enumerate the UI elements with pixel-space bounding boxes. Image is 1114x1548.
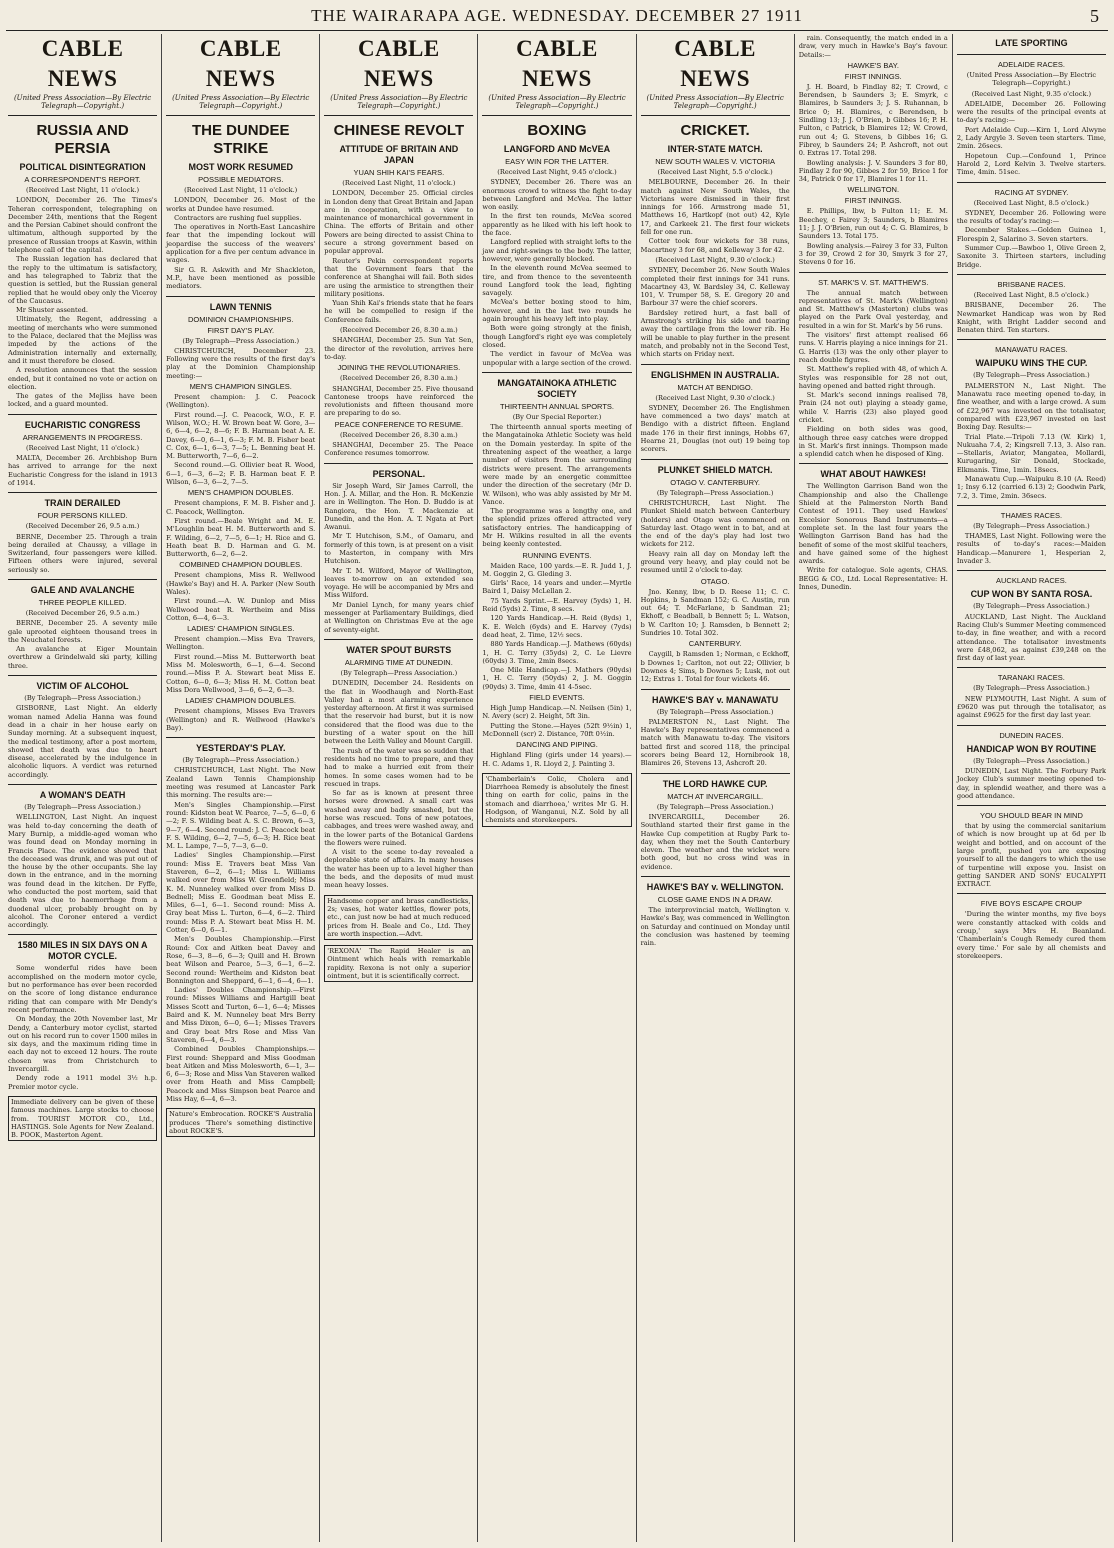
news-column-2 — [161, 34, 319, 1542]
article-paragraph: rain. Consequently, the match ended in a draw, very much in Hawke's Bay's favour. Details:— — [798, 34, 948, 59]
article-paragraph: Present champions, Miss R. Wellwood (Hawke's Bay) and H. A. Parker (New South Wales). — [166, 571, 316, 596]
article-paragraph: An avalanche at Eiger Mountain overthrew a Grindelwald ski party, killing three. — [8, 645, 158, 670]
received-line: (Received December 26, 9.5 a.m.) — [25, 608, 140, 617]
column-rule — [8, 492, 157, 493]
article-paragraph: First round.—Miss M. Butterworth beat Miss M. Molesworth, 6—1, 6—4. Second round.—Miss P. A. Stewart beat Miss E. Cotton, 6—0, 6—3; Miss H. M. Cotton beat Miss Dora Wellwood, 3—6, 6—2, 6—3. — [166, 652, 316, 694]
article-paragraph: The interprovincial match, Wellington v. Hawke's Bay, was commenced in Wellington on Saturday and continued on Monday until the conclusion was hastened by teeming rain. — [640, 906, 790, 948]
article-paragraph: The verdict in favour of McVea was unpopular with a large section of the crowd. — [482, 350, 632, 367]
article-subhead: DOMINION CHAMPIONSHIPS. — [187, 314, 294, 324]
article-subheadline: MOST WORK RESUMED — [188, 162, 293, 172]
article-paragraph: PALMERSTON N., Last Night. The Hawke's Bay representatives commenced a match with Manawatu to-day. The visitors batted first and scored 118, the principal scorers being Beard 12, Hornibrook 18, Blamires 26, Stevens 13, Ashcroft 20. — [640, 717, 790, 768]
article-headline: BOXING — [527, 122, 587, 139]
column-rule — [957, 570, 1106, 571]
article-subheadline: ATTITUDE OF BRITAIN AND JAPAN — [339, 144, 459, 165]
article-paragraph: First round.—J. C. Peacock, W.O., F. F. Wilson, W.O.; H. W. Brown beat W. Gore, 3—6, 6—4, 6—2, 8—6; F. B. Harman beat A. E. Davey, 6—0, 6—1, 6—3; F. M. B. Fisher beat C. Cox, 6—1, 6—3, 7—5; L. Benning beat H. M. Butterworth, 7—6, 6—2. — [166, 410, 316, 461]
received-line: (By Telegraph—Press Association.) — [973, 602, 1090, 611]
column-rule — [8, 579, 157, 580]
article-subhead: RACING AT SYDNEY. — [994, 187, 1069, 197]
received-line: (By Telegraph—Press Association.) — [973, 756, 1090, 765]
article-subheadline: TRAIN DERAILED — [44, 498, 121, 509]
article-subhead: TARANAKI RACES. — [997, 673, 1065, 683]
article-paragraph: One Mile Handicap.—J. Mathers (90yds) 1, H. C. Terry (50yds) 2, J. M. Goggin (90yds) 3. Time, 4min 41 4-5sec. — [482, 666, 632, 691]
article-subhead: DUNEDIN RACES. — [999, 730, 1064, 740]
column-header: CABLE NEWS — [674, 36, 756, 91]
article-paragraph: LONDON, December 26. The Times's Teheran correspondent, telegraphing on December 24th, mentions that the Regent and the Persian Cabinet should confront the ultimatum, although supported by the presence of Russian troops at Kasvin, within telephone call of the capital. — [8, 196, 158, 255]
article-subheadline: HANDICAP WON BY ROUTINE — [966, 743, 1097, 754]
received-line: (Received Last Night, 11 o'clock.) — [342, 179, 456, 187]
received-line: (Received Last Night, 8.5 o'clock.) — [973, 290, 1090, 299]
article-paragraph: BERNE, December 25. Through a train being derailed at Chaussy, a village in Switzerland, four passengers were killed. Fifteen others were injured, several seriously so. — [8, 532, 158, 574]
article-subheadline: LANGFORD AND McVEA — [503, 144, 611, 154]
article-paragraph: AUCKLAND, Last Night. The Auckland Racing Club's Summer Meeting commenced to-day, in fine weather, and with a record attendance. The totalisator investments were £48,062, as against £39,248 on the first day of last year. — [956, 612, 1106, 663]
received-line: (Received Last Night, 9.35 o'clock.) — [971, 89, 1092, 98]
article-paragraph: INVERCARGILL, December 26. Southland started their first game in the Hawke Cup competition at Rugby Park to-day, when they met the South Canterbury eleven. The weather and the wicket were both good, but no cross wind was in evidence. — [640, 812, 790, 871]
news-column-3 — [319, 34, 477, 1542]
received-line: (By Telegraph—Press Association.) — [973, 371, 1090, 380]
article-subhead: MANAWATU RACES. — [995, 345, 1068, 355]
article-subhead: FIVE BOYS ESCAPE CROUP — [980, 899, 1083, 909]
article-paragraph: Men's Doubles Championship.—First Round: Cox and Aitken beat Davey and Rose, 6—3, 8—6, 6—3; Quill and H. Brown beat Wilson and Pearce, 5—3, 6—1, 6—2. Second round: Wertheim and Kidston beat Bonnington and Sheppard, 6—1, 6—4, 6—1. — [166, 935, 316, 985]
advertisement: 'Chamberlain's Colic, Cholera and Diarrhoea Remedy is absolutely the finest thing on earth for colic, pains in the stomach and diarrhoea,' writes Mr G. H. Hodgson, of Wanganui, N.Z. Sold by all chemists and storekeepers. — [482, 773, 631, 827]
article-paragraph: Mr T. Hutchison, S.M., of Oamaru, and formerly of this town, is at present on a visit to Masterton, in company with Mrs Hutchison. — [324, 532, 474, 566]
received-line: (By Telegraph—Press Association.) — [656, 488, 774, 497]
news-column-1 — [4, 34, 161, 1542]
article-paragraph: SYDNEY, December 26. There was an enormous crowd to witness the fight to-day between Langford and McVea. The latter won easily. — [482, 178, 632, 212]
received-line: (Received Last Night, 8.5 o'clock.) — [973, 198, 1090, 207]
masthead-title: THE WAIRARAPA AGE. WEDNESDAY. DECEMBER 27 1911 — [311, 6, 803, 25]
article-subhead: FOUR PERSONS KILLED. — [37, 511, 128, 521]
article-subhead: CANTERBURY. — [688, 639, 742, 649]
article-paragraph: So far as is known at present three horses were drowned. A small cart was washed away and badly smashed, but the horse was rescued. Tons of new potatoes, cabbages, and trees were washed away, and in the lower parts of the Botanical Gardens the flowers were ruined. — [324, 789, 474, 847]
article-paragraph: The gates of the Mejliss have been locked, and a guard mounted. — [8, 392, 158, 409]
article-subhead: ST. MARK'S V. ST. MATTHEW'S. — [818, 277, 929, 287]
article-subheadline: LAWN TENNIS — [209, 301, 272, 312]
article-subhead: ARRANGEMENTS IN PROGRESS. — [22, 432, 143, 442]
article-subhead: YUAN SHIH KAI'S FEARS. — [353, 168, 445, 177]
advertisement: 'REXONA' The Rapid Healer is an Ointment which heals with remarkable rapidity. Rexona is not only a superior ointment, but it is scientifically correct. — [324, 945, 473, 982]
article-paragraph: SYDNEY, December 26. The Englishmen have commenced a two days' match at Bendigo with a district fifteen. England made 176 in their first innings, Hobbs 67, Hearne 21, Douglas (not out) 19 being top scorers. — [640, 403, 790, 454]
article-paragraph: Sir Joseph Ward, Sir James Carroll, the Hon. J. A. Millar, and the Hon. R. McKenzie are in Wellington. The Hon. D. Buddo is at Rangiora, the Hon. T. Mackenzie at Dunedin, and the Hon. A. T. Ngata at Port Awanui. — [324, 481, 474, 532]
article-subheadline: MANGATAINOKA ATHLETIC SOCIETY — [497, 377, 617, 399]
article-paragraph: Dendy rode a 1911 model 3½ h.p. Premier motor cycle. — [8, 1074, 158, 1091]
article-paragraph: DUNEDIN, Last Night. The Forbury Park Jockey Club's summer meeting opened to-day, in splendid weather, and there was a good attendance. — [956, 766, 1106, 800]
column-rule — [957, 805, 1106, 806]
article-paragraph: Cotter took four wickets for 38 runs, Macartney 3 for 68, and Kelleway 3 for 42. — [640, 237, 790, 254]
received-line: (United Press Association—By Electric Telegraph—Copyright.) — [966, 71, 1097, 88]
column-rule — [957, 505, 1106, 506]
article-paragraph: LONDON, December 25. Official circles in London deny that Great Britain and Japan are in cooperation, with a view to maintenance of monarchical government in China. The efforts of Britain and other Powers are being directed to assist China to secure a strong government based on popular approval. — [324, 189, 474, 256]
article-paragraph: The operatives in North-East Lancashire fear that the impending lockout will jeopardise the success of the weavers' application for a five per centum advance in wages. — [166, 223, 316, 265]
article-subhead: FIRST INNINGS. — [844, 196, 902, 206]
article-paragraph: that by using the commercial sanitarium of which is now brought up at 6d per lb weight and bottled, and on account of the large profit, pushed you are exposing yourself to all the dangers to which the use of turpentine will expose you. Insist on getting SANDER AND SONS' EUCALYPTI EXTRACT. — [956, 822, 1106, 889]
news-column-7 — [952, 34, 1110, 1542]
article-paragraph: MALTA, December 26. Archbishop Burn has arrived to arrange for the next Eucharistic Congress for the island in 1913 of 1914. — [8, 454, 158, 487]
received-line: (By Telegraph—Press Association.) — [973, 684, 1090, 693]
article-subhead: OTAGO V. CANTERBURY. — [670, 477, 760, 487]
article-paragraph: Contractors are rushing fuel supplies. — [174, 213, 302, 222]
article-paragraph: GISBORNE, Last Night. An elderly woman named Adelia Hanna was found dead in a chair in her house early on Sunday morning. At a subsequent inquest, the medical testimony, after a post mortem, showed that death was due to heart disease, accelerated by the indulgence in alcoholic liquors. A verdict was returned accordingly. — [8, 704, 158, 779]
article-paragraph: 75 Yards Sprint.—E. Harvey (5yds) 1, H. Reid (5yds) 2. Time, 8 secs. — [482, 596, 632, 614]
column-header: CABLE NEWS — [357, 36, 440, 91]
article-subhead: A CORRESPONDENT'S REPORT. — [24, 175, 141, 184]
credit-line: (United Press Association—By Electric Telegraph—Copyright.) — [488, 94, 626, 110]
article-paragraph: Fielding on both sides was good, although three easy catches were dropped in St. Mark's first innings. Thompson made a splendid catch when he disposed of King. — [798, 425, 948, 459]
article-paragraph: Present champion.—Miss Eva Travers, Wellington. — [166, 635, 316, 652]
article-paragraph: A visit to the scene to-day revealed a deplorable state of affairs. In many houses the water has been up to a level higher than the beds, and the deposits of mud must mean heavy losses. — [324, 848, 474, 890]
column-rule — [641, 459, 790, 460]
article-subhead: COMBINED CHAMPION DOUBLES. — [179, 560, 303, 570]
article-paragraph: THAMES, Last Night. Following were the results of to-day's races:—Maiden Handicap.—Manurere 1, Hesperian 2, Invader 3. — [956, 532, 1106, 566]
article-subhead: AUCKLAND RACES. — [995, 576, 1067, 586]
article-paragraph: Hopetoun Cup.—Confound 1, Prince Harold 2, Lord Kelvin 3. Twelve starters. Time, 4min. 51sec. — [956, 151, 1106, 177]
article-paragraph: Ultimately, the Regent, addressing a meeting of merchants who were summoned to the Palace, declared that the Mejliss was impeded by the actions of the Administration internally and externally, and it must therefore be closed. — [8, 315, 158, 365]
article-subheadline: WAIPUKU WINS THE CUP. — [975, 358, 1088, 369]
article-paragraph: NEW PLYMOUTH, Last Night. A sum of £9620 was put through the totalisator, as against £9625 for the first day last year. — [956, 694, 1106, 720]
article-subhead: WELLINGTON. — [847, 185, 900, 195]
article-subheadline: 1580 MILES IN SIX DAYS ON A MOTOR CYCLE. — [17, 940, 148, 962]
article-paragraph: A resolution announces that the session ended, but it contained no vote or action on election. — [8, 366, 158, 391]
column-rule — [166, 296, 315, 297]
article-paragraph: In the first ten rounds, McVea scored apparently as he liked with his left hook to the face. — [482, 212, 632, 238]
article-subhead: MATCH AT INVERCARGILL. — [667, 791, 764, 801]
article-paragraph: CHRISTCHURCH, Last Night. The Plunket Shield match between Canterbury (holders) and Otago was commenced on Saturday last. Otago went in to bat, and at the end of the day's play had lost two wickets for 212. — [640, 498, 790, 549]
article-subhead: DANCING AND PIPING. — [516, 740, 598, 750]
article-paragraph: Port Adelaide Cup.—Kirn 1, Lord Alwyne 2, Lady Argyle 3. Seven teen starters. Time, 2min. 26secs. — [956, 125, 1106, 151]
article-paragraph: Manawatu Cup.—Waipuku 8.10 (A. Reed) 1; Insy 6.12 (carried 6.13) 2; Goodwin Park, 7.2, 3. Time, 2min. 36secs. — [956, 474, 1106, 500]
article-subheadline: PLUNKET SHIELD MATCH. — [657, 464, 773, 475]
article-paragraph: The visitors' first attempt realised 66 runs. V. Harris playing a nice innings for 21. G. Harris (13) was the only other player to reach double figures. — [798, 331, 948, 364]
received-line: (Received December 26, 8.30 a.m.) — [339, 326, 458, 335]
article-paragraph: On Monday, the 20th November last, Mr Dendy, a Canterbury motor cyclist, started out on his record run to cover 1500 miles in six days, and the maximum riding time in each day not to exceed 12 hours. The route chosen was from Christchurch to Invercargill. — [8, 1015, 158, 1074]
article-paragraph: SHANGHAI, December 25. Five thousand Cantonese troops have reinforced the revolutionists and fifteen thousand more are preparing to do so. — [324, 384, 474, 418]
received-line: (By Telegraph—Press Association.) — [340, 668, 458, 677]
column-rule — [8, 414, 157, 415]
column-rule — [166, 737, 315, 738]
article-subhead: ALARMING TIME AT DUNEDIN. — [344, 657, 453, 667]
article-subheadline: YESTERDAY'S PLAY. — [195, 743, 286, 754]
column-rule — [482, 115, 631, 116]
article-subheadline: HAWKE'S BAY v. WELLINGTON. — [646, 882, 784, 892]
article-paragraph: MELBOURNE, December 26. In their match against New South Wales, the Victorians were dismissed in their first innings for 166. Armstrong made 51, Matthews 16, Hartkopf (not out) 42, Kyle 17, and Carkeek 21. The first four wickets fell for one run. — [640, 178, 790, 237]
article-subheadline: CUP WON BY SANTA ROSA. — [970, 589, 1093, 600]
article-paragraph: 120 Yards Handicap.—H. Reid (8yds) 1, K. E. Welch (6yds) and E. Harvey (7yds) dead heat, 2. Time, 12½ secs. — [482, 614, 632, 639]
received-line: (Received December 26, 9.5 a.m.) — [25, 522, 140, 531]
article-subheadline: WATER SPOUT BURSTS — [346, 644, 452, 655]
article-paragraph: The rush of the water was so sudden that residents had no time to prepare, and they had to make a hurried exit from their homes. In some cases women had to be rescued in traps. — [324, 746, 474, 788]
article-subhead: HAWKE'S BAY. — [847, 60, 899, 70]
article-paragraph: ADELAIDE, December 26. Following were the results of the principal events at to-day's racing:— — [956, 99, 1106, 125]
article-paragraph: The thirteenth annual sports meeting of the Mangatainoka Athletic Society was held on the Domain yesterday. In spite of the threatening aspect of the weather, a large number of visitors from the surrounding districts were present. The arrangements were made by an energetic committee under the direction of the secretary (Mr D. W. Wilson), who was ably assisted by Mr M. Vance. — [482, 423, 632, 506]
credit-line: (United Press Association—By Electric Telegraph—Copyright.) — [172, 94, 310, 110]
article-subhead: CLOSE GAME ENDS IN A DRAW. — [657, 895, 773, 904]
article-subheadline: A WOMAN'S DEATH — [39, 790, 126, 801]
column-header: CABLE NEWS — [199, 36, 282, 91]
article-paragraph: Highland Fling (girls under 14 years).—H. C. Adams 1, R. Lloyd 2, J. Painting 3. — [482, 751, 632, 768]
received-line: (By Telegraph—Press Association.) — [182, 756, 300, 765]
article-subheadline: EUCHARISTIC CONGRESS — [24, 419, 141, 430]
credit-line: (United Press Association—By Electric Telegraph—Copyright.) — [13, 94, 152, 110]
column-rule — [957, 893, 1106, 894]
article-subheadline: ENGLISHMEN IN AUSTRALIA. — [651, 369, 780, 380]
article-paragraph: Mr Daniel Lynch, for many years chief messenger at Parliamentary Buildings, died at Wellington on Christmas Eve at the age of seventy-eight. — [324, 600, 474, 634]
received-line: (Received December 26, 8.30 a.m.) — [339, 374, 458, 383]
received-line: (Received Last Night, 9.30 o'clock.) — [655, 255, 775, 264]
article-subhead: MEN'S CHAMPION SINGLES. — [189, 382, 292, 392]
article-subhead: MATCH AT BENDIGO. — [677, 382, 753, 392]
article-paragraph: The Russian legation has declared that the reply to the ultimatum is satisfactory, and has telegraphed to Tabriz that the question is settled, but the Russian general replied that he would obey only the Viceroy of the Caucasus. — [8, 255, 158, 305]
article-paragraph: Second round.—G. Ollivier beat R. Wood, 6—1, 6—3, 6—2; F. B. Harman beat F. P. Wilson, 6—3, 6—2, 7—5. — [166, 461, 316, 487]
article-paragraph: Heavy rain all day on Monday left the ground very heavy, and play could not be resumed until 2 o'clock to-day. — [640, 549, 790, 575]
article-paragraph: SHANGHAI, December 25. Sun Yat Sen, the director of the revolution, arrives here to-day. — [324, 336, 474, 361]
article-paragraph: Caygill, b Ramsden 1; Norman, c Eckhoff, b Downes 1; Carlton, not out 22; Ollivier, b Downes 4; Sims, b Downes 5; Lusk, not out 12; Extras 1. Total for four wickets 46. — [640, 650, 790, 684]
article-paragraph: Both were going strongly at the finish, though Langford's right eye was completely closed. — [482, 324, 632, 349]
column-rule — [641, 876, 790, 877]
column-rule — [799, 272, 948, 273]
article-paragraph: Girls' Race, 14 years and under.—Myrtle Baird 1, Daisy McLellan 2. — [482, 579, 632, 596]
article-paragraph: SHANGHAI, December 25. The Peace Conference resumes tomorrow. — [324, 441, 474, 458]
article-paragraph: DUNEDIN, December 24. Residents on the flat in Woodhaugh and North-East Valley had a most alarming experience yesterday afternoon. At first it was surmised that the reservoir had burst, but it is now considered that the flood was due to the bursting of a water spout on the hill between the Leith Valley and Mount Cargill. — [324, 679, 474, 746]
column-rule — [957, 182, 1106, 183]
column-rule — [799, 463, 948, 464]
article-paragraph: Mr Shuster assented. — [16, 306, 88, 315]
column-rule — [957, 54, 1106, 55]
article-paragraph: BERNE, December 25. A seventy mile gale uprooted eighteen thousand trees in the Neuchatel forests. — [8, 619, 158, 644]
article-paragraph: Some wonderful rides have been accomplished on the modern motor cycle, but no performance has ever been recorded on the score of long distance endurance riding that can compare with Mr Dendy's recent performance. — [8, 964, 158, 1014]
article-subheadline: HAWKE'S BAY v. MANAWATU — [651, 694, 779, 705]
article-subheadline: GALE AND AVALANCHE — [30, 584, 135, 595]
article-paragraph: Ladies' Doubles Championship.—First round: Misses Williams and Hartgill beat Misses Scott and Turton, 6—1, 6—4; Misses Baird and K. M. Nunneley beat Mrs Berry and Miss Dixon, 6—0, 6—1; Misses Travers and Gray beat Mrs Rose and Miss Van Staveren, 6—4, 6—3. — [166, 986, 316, 1044]
article-subheadline: LATE SPORTING — [995, 38, 1068, 48]
article-subhead: JOINING THE REVOLUTIONARIES. — [337, 363, 461, 373]
column-rule — [957, 667, 1106, 668]
article-paragraph: Men's Singles Championship.—First round: Kidston beat W. Pearce, 7—5, 6—0, 6—2; F. S. Wilding beat A. S. C. Brown, 6—3, 9—7, 6—4. Second round: J. C. Peacock beat F. S. Wilding, 6—2, 7—5, 6—3; H. Rice beat M. L. Lampe, 7—5, 7—3, 6—0. — [166, 800, 316, 851]
article-paragraph: High Jump Handicap.—N. Neilsen (5in) 1, N. Avery (scr) 2. Height, 5ft 3in. — [482, 704, 632, 721]
article-paragraph: PALMERSTON N., Last Night. The Manawatu race meeting opened to-day, in fine weather, and with a large crowd. A sum of £22,967 was invested on the totalisator, compared with £23,967 invested on last Boxing Day. Results:— — [956, 381, 1106, 432]
column-rule — [957, 274, 1106, 275]
advertisement: Handsome copper and brass candlesticks, 2s; vases, hot water kettles, flower pots, etc., can just now be had at much reduced prices from H. Beale and Co., Ltd. They are worth inspection.—Advt. — [324, 895, 473, 940]
masthead — [6, 6, 1108, 31]
column-rule — [957, 725, 1106, 726]
news-column-5 — [636, 34, 794, 1542]
article-paragraph: Trial Plate.—Tripoli 7.13 (W. Kirk) 1, Nukuaha 7.4, 2; Kingsrell 7.13, 3. Also ran.—Stellaris, Aviator, Mangatea, Mollardi, Kurugaring, Sir Donald, Stockade, Elkmanis. Time, 1min. 18secs. — [956, 432, 1106, 474]
column-rule — [8, 115, 157, 116]
article-subhead: BRISBANE RACES. — [997, 279, 1066, 289]
column-header: CABLE NEWS — [41, 36, 124, 91]
article-headline: CHINESE REVOLT — [333, 122, 465, 139]
article-subhead: THAMES RACES. — [1000, 510, 1063, 520]
article-paragraph: J. H. Board, b Findlay 82; T. Crowd, c Berendsen, b Saunders 3; E. Smyrk, c Blamires, b Saunders 3; J. S. Ruhannan, b Brice 0; H. Blamires, c Berendsen, b Sindling 13; J. J. O'Brien, b Gibbes 16; P. H. Fulton, c Patrick, b Blamires 12; W. Crowd, run out 4; G. Stevens, b Gibbes 16; G. Fibrey, b Saunders 24; P. Ashcroft, not out 0. Extras 17. Total 298. — [798, 82, 948, 158]
article-subhead: LADIES' CHAMPION DOUBLES. — [185, 696, 297, 706]
article-paragraph: SYDNEY, December 26. New South Wales completed their first innings for 341 runs. Macartney 43, W. Bardsley 34, C. Kelleway 101, V. Trumper 58, S. E. Gregory 20 and Barbour 37 were the chief scorers. — [640, 266, 790, 308]
article-subhead: PEACE CONFERENCE TO RESUME. — [334, 419, 464, 429]
article-paragraph: The Wellington Garrison Band won the Championship and also the Challenge Shield at the Palmerston North Band Contest of 1911. They used Hawkes' Excelsior Sonorous Band Instruments—a complete set. In the last four years the Wellington Garrison Band has had the benefit of some of the most skilful teachers, and have gained some of the highest awards. — [798, 482, 948, 566]
article-paragraph: The annual match between representatives of St. Mark's (Wellington) and St. Matthew's (Masterton) clubs was played on the Park Oval yesterday, and resulted in a win for St. Mark's by 56 runs. — [798, 288, 948, 330]
article-subheadline: VICTIM OF ALCOHOL — [36, 681, 129, 692]
article-paragraph: McVea's better boxing stood to him, however, and in the last two rounds he again brought his heavy left into play. — [482, 298, 632, 324]
advertisement: Immediate delivery can be given of these famous machines. Large stocks to choose from. TOURIST MOTOR CO., Ltd., HASTINGS. Sole Agents for New Zealand. B. POOK, Masterton Agent. — [8, 1096, 157, 1141]
article-subheadline: INTER-STATE MATCH. — [667, 144, 763, 154]
article-subhead: LADIES' CHAMPION SINGLES. — [187, 624, 295, 634]
article-paragraph: The programme was a lengthy one, and the splendid prizes offered attracted very satisfactory entries. The handicapping of Mr H. Wilkins resulted in all the events being keenly contested. — [482, 507, 632, 549]
article-paragraph: Reuter's Pekin correspondent reports that the Government fears that the conference at Shanghai will fail. Both sides are using the armistice to strengthen their military positions. — [324, 256, 474, 298]
credit-line: (United Press Association—By Electric Telegraph—Copyright.) — [646, 94, 784, 110]
article-paragraph: Bowling analysis: J. V. Saunders 3 for 80, Findlay 2 for 90, Gibbes 2 for 59, Brice 1 for 34, Patrick 0 for 17, Blamires 1 for 11. — [798, 158, 948, 184]
article-paragraph: December Stakes.—Golden Guinea 1, Florespin 2, Salarino 3. Seven starters. — [956, 226, 1106, 243]
article-subhead: POSSIBLE MEDIATORS. — [198, 175, 284, 184]
received-line: (By Telegraph—Press Association.) — [24, 694, 141, 703]
received-line: (Received Last Night, 11 o'clock.) — [184, 186, 298, 194]
article-paragraph: Jno. Kenny, lbw, b D. Reese 11; C. C. Hopkins, b Sandman 152; G. C. Austin, run out 64; T. McFarlane, b Sandman 21; Ekhoff, c Beadball, b Bennett 5; L. Watson, b W. Carlton 10; J. Ramsden, b Bennett 2; Sundries 10. Total 302. — [640, 587, 790, 638]
article-subheadline: PERSONAL. — [372, 468, 426, 479]
received-line: (By Telegraph—Press Association.) — [182, 336, 300, 345]
received-line: (By Telegraph—Press Association.) — [973, 521, 1090, 530]
article-subhead: EASY WIN FOR THE LATTER. — [505, 157, 609, 166]
article-subhead: FIELD EVENTS. — [529, 693, 585, 703]
article-subhead: NEW SOUTH WALES V. VICTORIA — [655, 157, 775, 166]
article-paragraph: BRISBANE, December 26. The Newmarket Handicap was won by Red Knight, with Bright Ladder second and Benaten third. Ten starters. — [956, 301, 1106, 335]
article-paragraph: 880 Yards Handicap.—J. Mathews (60yds) 1, H. C. Terry (35yds) 2, C. Le Lievre (60yds) 3. Time, 2min 8secs. — [482, 640, 632, 665]
article-paragraph: First round.—Beale Wright and M. E. M'Loughlin beat H. M. Butterworth and S. F. Wilding, 6—2, 7—5, 6—1; H. Rice and G. Heath beat B. D. Harman and G. M. Butterworth, 6—2, 6—2. — [166, 516, 316, 559]
article-paragraph: Yuan Shih Kai's friends state that he fears he will be compelled to resign if the Conference fails. — [324, 299, 474, 324]
received-line: (Received December 26, 8.30 a.m.) — [339, 430, 458, 439]
article-paragraph: E. Phillips, lbw, b Fulton 11; E. M. Beechey, c Fairey 3; Saunders, b Blamires 11; J. J. O'Brien, run out 4; C. G. Blamires, b Saunders 13. Total 175. — [798, 207, 948, 241]
article-subheadline: POLITICAL DISINTEGRATION — [19, 162, 146, 172]
article-paragraph: CHRISTCHURCH, Last Night. The New Zealand Lawn Tennis Championship meeting was resumed at Lancaster Park this morning. The results are:— — [166, 766, 316, 800]
article-paragraph: Present champions, Misses Eva Travers (Wellington) and R. Wellwood (Hawke's Bay). — [166, 707, 316, 732]
advertisement: Nature's Embrocation. ROCKE'S Australia produces 'There's something distinctive about ROCKE'S. — [166, 1108, 315, 1137]
column-rule — [641, 115, 790, 116]
article-paragraph: Present champions, F. M. B. Fisher and J. C. Peacock, Wellington. — [166, 499, 316, 516]
article-paragraph: Write for catalogue. Sole agents, CHAS. BEGG & CO., Ltd. Local Representative: H. Innes, Dunedin. — [798, 566, 948, 592]
article-paragraph: Summer Cup.—Bawboo 1, Olive Green 2, Saxonite 3. Thirteen starters, including Bridge. — [956, 244, 1106, 269]
article-paragraph: CHRISTCHURCH, December 23. Following were the results of the first day's play at the Dominion Championship meeting:— — [166, 346, 316, 380]
article-paragraph: First round.—A. W. Dunlop and Miss Wellwood beat R. Wertheim and Miss Cotton, 6—4, 6—3. — [166, 597, 316, 622]
column-rule — [641, 773, 790, 774]
column-rule — [166, 115, 315, 116]
page-number: 5 — [1090, 6, 1100, 26]
article-subhead: THREE PEOPLE KILLED. — [38, 597, 127, 607]
article-paragraph: Putting the Stone.—Hayes (52ft 9½in) 1, McDonnell (scr) 2. Distance, 70ft 0½in. — [482, 721, 632, 738]
column-rule — [482, 372, 631, 373]
article-paragraph: Maiden Race, 100 yards.—E. R. Judd 1, J. M. Goggin 2, G. Gleding 3. — [482, 561, 632, 578]
received-line: (Received Last Night, 11 o'clock.) — [26, 443, 140, 452]
article-subhead: MEN'S CHAMPION DOUBLES. — [187, 488, 294, 498]
article-subheadline: WHAT ABOUT HAWKES! — [820, 469, 927, 480]
article-paragraph: Langford replied with straight lefts to the jaw and right-swings to the body. The latter, however, were generally blocked. — [482, 238, 632, 263]
article-paragraph: Bowling analysis.—Fairey 3 for 33, Fulton 3 for 39, Crowd 2 for 30, Smyrk 3 for 27, Stevens 0 for 16. — [798, 241, 948, 267]
article-paragraph: Sir G. R. Askwith and Mr Shackleton, M.P., have been mentioned as possible mediators. — [166, 265, 316, 291]
article-subhead: FIRST INNINGS. — [844, 71, 902, 81]
article-paragraph: Combined Doubles Championships.—First round: Sheppard and Miss Goodman beat Aitken and Miss Molesworth, 6—1, 3—6, 6—3; Rose and Miss Van Staveren walked over from Heath and Miss Campbell; Peacock and Miss Simpson beat Pearce and Miss Hay, 6—4, 6—3. — [166, 1045, 316, 1104]
credit-line: (United Press Association—By Electric Telegraph—Copyright.) — [330, 94, 468, 110]
received-line: (By Telegraph—Press Association.) — [656, 802, 774, 811]
column-rule — [641, 364, 790, 365]
column-rule — [324, 115, 473, 116]
received-line: (Received Last Night, 9.30 o'clock.) — [655, 393, 775, 402]
column-header: CABLE NEWS — [516, 36, 598, 91]
article-paragraph: SYDNEY, December 26. Following were the results of today's racing:— — [956, 208, 1106, 226]
received-line: (By Telegraph—Press Association.) — [24, 803, 141, 812]
article-paragraph: St. Matthew's replied with 48, of which A. Styles was responsible for 28 not out, having opened and batted right through. — [798, 365, 948, 390]
received-line: (Received Last Night, 5.5 o'clock.) — [657, 168, 773, 176]
received-line: (Received Last Night, 11 o'clock.) — [26, 186, 140, 194]
column-rule — [324, 463, 473, 464]
column-rule — [957, 339, 1106, 340]
article-paragraph: In the eleventh round McVea seemed to tire, and from thence to the seventeenth round Langford took the lead, fighting savagely. — [482, 264, 632, 298]
news-column-4 — [477, 34, 635, 1542]
article-subhead: YOU SHOULD BEAR IN MIND — [979, 811, 1083, 821]
article-paragraph: LONDON, December 26. Most of the works at Dundee have resumed. — [166, 196, 316, 213]
article-paragraph: Bardsley retired hurt, a fast ball of Armstrong's striking his side and tearing away the cartilage from the lower rib. He will be unable to play further in the present match, and probably not in the Second Test, which starts on Friday next. — [640, 308, 790, 359]
column-rule — [324, 639, 473, 640]
column-rule — [8, 675, 157, 676]
received-line: (By Telegraph—Press Association.) — [656, 707, 774, 716]
column-rule — [641, 689, 790, 690]
article-paragraph: 'During the winter months, my five boys were constantly attacked with colds and croup,' says Mrs H. Beanland. 'Chamberlain's Cough Remedy cured them every time.' For sale by all chemists and storekeepers. — [956, 910, 1106, 960]
news-column-6 — [794, 34, 952, 1542]
received-line: (Received Last Night, 9.45 o'clock.) — [497, 168, 617, 176]
article-paragraph: Ladies' Singles Championship.—First round: Miss E. Travers beat Miss Van Staveren, 6—2, 6—1; Miss L. Williams walked over from Miss W. Greenfield; Miss K. M. Nunneley walked over from Miss D. Bednell; Miss E. Goodman beat Miss E. Miles, 6—1, 6—1. Second round: Miss A. Gray beat Miss L. Turton, 6—4, 6—2. Third round: Miss P. A. Stewart beat Miss H. M. Cotter, 6—0, 6—1. — [166, 851, 316, 935]
columns-container — [4, 34, 1110, 1542]
article-headline: THE DUNDEE STRIKE — [191, 122, 290, 157]
article-headline: CRICKET. — [680, 122, 750, 139]
article-paragraph: Present champion: J. C. Peacock (Wellington). — [166, 393, 316, 410]
article-subheadline: THE LORD HAWKE CUP. — [662, 778, 768, 789]
column-rule — [8, 784, 157, 785]
article-paragraph: WELLINGTON, Last Night. An inquest was held to-day concerning the death of Mary Burnip, a middle-aged woman who was found dead on Monday morning in Francis Place. The evidence showed that the deceased was drunk, and was put out of the house by the other occupants. She lay down in the entrance, and in the morning was found dead in the kitchen. Dr Fyffe, who conducted the post mortem, said that death was due to haemorrhage from a duodenal ulcer, probably brought on by alcohol. The Coroner entered a verdict accordingly. — [8, 813, 158, 930]
article-subhead: FIRST DAY'S PLAY. — [207, 325, 275, 335]
article-subhead: RUNNING EVENTS. — [522, 550, 592, 560]
received-line: (By Our Special Reporter.) — [512, 412, 602, 421]
article-paragraph: Mr T. M. Wilford, Mayor of Wellington, leaves to-morrow on an extended sea voyage. He will be accompanied by Mrs and Miss Wilford. — [324, 566, 474, 600]
article-subhead: THIRTEENTH ANNUAL SPORTS. — [499, 401, 615, 411]
article-headline: RUSSIA AND PERSIA — [36, 122, 129, 157]
column-rule — [8, 934, 157, 935]
article-subhead: ADELAIDE RACES. — [997, 60, 1065, 69]
article-paragraph: St. Mark's second innings realised 78, Prain (24 not out) playing a steady game, while V. Harris (23) also played good cricket. — [798, 391, 948, 424]
article-subhead: OTAGO. — [700, 576, 730, 586]
